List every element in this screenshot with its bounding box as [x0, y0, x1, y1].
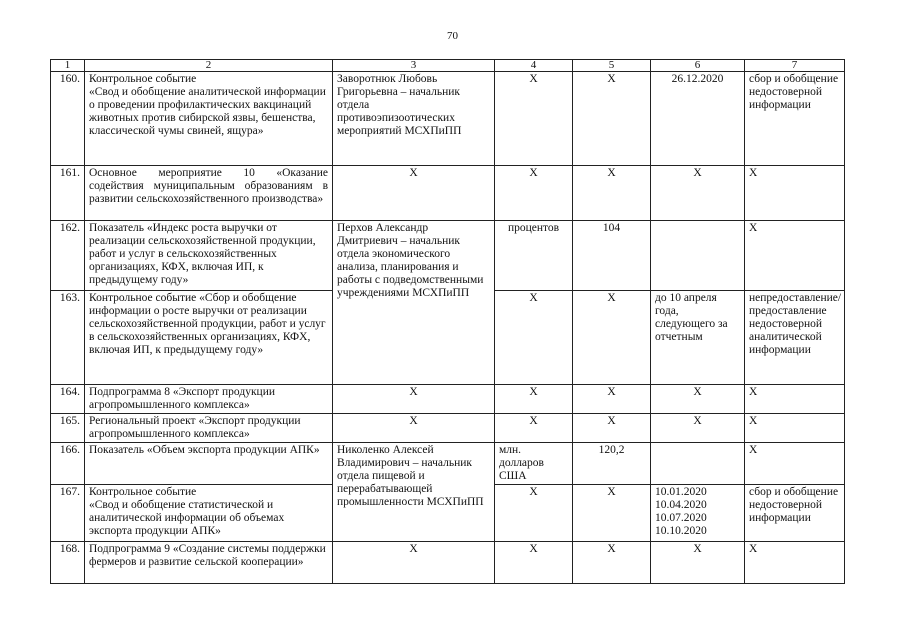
header-cell: 5: [573, 60, 651, 72]
table-row: [51, 72, 845, 166]
row-number: 165.: [51, 414, 85, 443]
header-cell: 6: [651, 60, 745, 72]
risk-cell: сбор и обобщение недостоверной информации: [745, 72, 845, 166]
responsible-person: X: [333, 166, 495, 221]
table-row: [51, 414, 845, 443]
value-cell: X: [573, 385, 651, 414]
responsible-person: X: [333, 414, 495, 443]
row-number: 161.: [51, 166, 85, 221]
event-name: Показатель «Индекс роста выручки от реализации сельскохозяйственной продукции, работ и услуг в сельскохозяйственных организациях, КФХ, включая ИП, к предыдущему году»: [85, 221, 333, 291]
row-number: 164.: [51, 385, 85, 414]
risk-cell: X: [745, 385, 845, 414]
value-cell: 120,2: [573, 443, 651, 485]
table-row: [51, 443, 845, 485]
responsible-person: Николенко Алексей Владимирович – начальник отдела пищевой и перерабатывающей промышленности МСХПиПП: [333, 443, 495, 542]
event-name: Основное мероприятие 10 «Оказание содействия муниципальным образованиям в развитии сельскохозяйственного производства»: [85, 166, 333, 221]
unit-cell: X: [495, 542, 573, 584]
event-name-text: Контрольное событие «Свод и обобщение статистической и аналитической информации об объемах экспорта продукции АПК»: [89, 486, 285, 537]
row-number: 163.: [51, 291, 85, 385]
unit-cell: X: [495, 385, 573, 414]
event-name: Региональный проект «Экспорт продукции агропромышленного комплекса»: [85, 414, 333, 443]
risk-cell: X: [745, 414, 845, 443]
risk-cell: сбор и обобщение недостоверной информации: [745, 485, 845, 542]
value-cell: X: [573, 72, 651, 166]
value-cell: X: [573, 485, 651, 542]
row-number: 160.: [51, 72, 85, 166]
unit-cell: млн. долларов США: [495, 443, 573, 485]
date-cell: X: [651, 414, 745, 443]
date-cell: X: [651, 166, 745, 221]
risk-cell: X: [745, 166, 845, 221]
date-cell: [651, 221, 745, 291]
date-cell: [651, 443, 745, 485]
row-number: 166.: [51, 443, 85, 485]
value-cell: X: [573, 166, 651, 221]
responsible-person: Заворотнюк Любовь Григорьевна – начальник отдела противоэпизоотических мероприятий МСХПиПП: [333, 72, 495, 166]
value-cell: X: [573, 414, 651, 443]
date-cell: до 10 апреля года, следующего за отчетным: [651, 291, 745, 385]
event-name: [85, 485, 333, 542]
table-row: [51, 542, 845, 584]
event-name: Подпрограмма 9 «Создание системы поддержки фермеров и развитие сельской кооперации»: [85, 542, 333, 584]
header-cell: 7: [745, 60, 845, 72]
table-row: [51, 166, 845, 221]
header-cell: 1: [51, 60, 85, 72]
event-name: [85, 72, 333, 166]
unit-cell: X: [495, 414, 573, 443]
date-cell: X: [651, 385, 745, 414]
row-number: 167.: [51, 485, 85, 542]
table-row: [51, 221, 845, 291]
table-row: [51, 385, 845, 414]
header-cell: 3: [333, 60, 495, 72]
unit-cell: X: [495, 291, 573, 385]
event-name: Контрольное событие «Сбор и обобщение информации о росте выручки от реализации сельскохозяйственной продукции, работ и услуг в сельскохозяйственных организациях, КФХ, включая ИП, к предыдущему году»: [85, 291, 333, 385]
page-number: 70: [447, 30, 458, 42]
value-cell: 104: [573, 221, 651, 291]
value-cell: X: [573, 542, 651, 584]
header-cell: 2: [85, 60, 333, 72]
program-table: [50, 59, 845, 584]
responsible-person: X: [333, 542, 495, 584]
row-number: 168.: [51, 542, 85, 584]
date-list: 10.01.2020 10.04.2020 10.07.2020 10.10.2020: [655, 486, 707, 537]
event-name-text: Контрольное событие «Свод и обобщение аналитической информации о проведении профилактических вакцинаций животных против сибирской язвы, бешенства, классической чумы свиней, ящура»: [89, 73, 326, 137]
risk-cell: X: [745, 542, 845, 584]
risk-cell: X: [745, 443, 845, 485]
value-cell: X: [573, 291, 651, 385]
event-name: Показатель «Объем экспорта продукции АПК»: [85, 443, 333, 485]
row-number: 162.: [51, 221, 85, 291]
date-cell: [651, 485, 745, 542]
unit-cell: X: [495, 485, 573, 542]
responsible-person: X: [333, 385, 495, 414]
unit-cell: X: [495, 72, 573, 166]
unit-cell: процентов: [495, 221, 573, 291]
header-cell: 4: [495, 60, 573, 72]
header-row: [51, 60, 845, 72]
event-name: Подпрограмма 8 «Экспорт продукции агропромышленного комплекса»: [85, 385, 333, 414]
responsible-person: Перхов Александр Дмитриевич – начальник отдела экономического анализа, планирования и работы с подведомственными учреждениями МСХПиПП: [333, 221, 495, 385]
risk-cell: X: [745, 221, 845, 291]
risk-cell: непредоставление/ предоставление недостоверной аналитической информации: [745, 291, 845, 385]
date-cell: 26.12.2020: [651, 72, 745, 166]
unit-cell: X: [495, 166, 573, 221]
date-cell: X: [651, 542, 745, 584]
